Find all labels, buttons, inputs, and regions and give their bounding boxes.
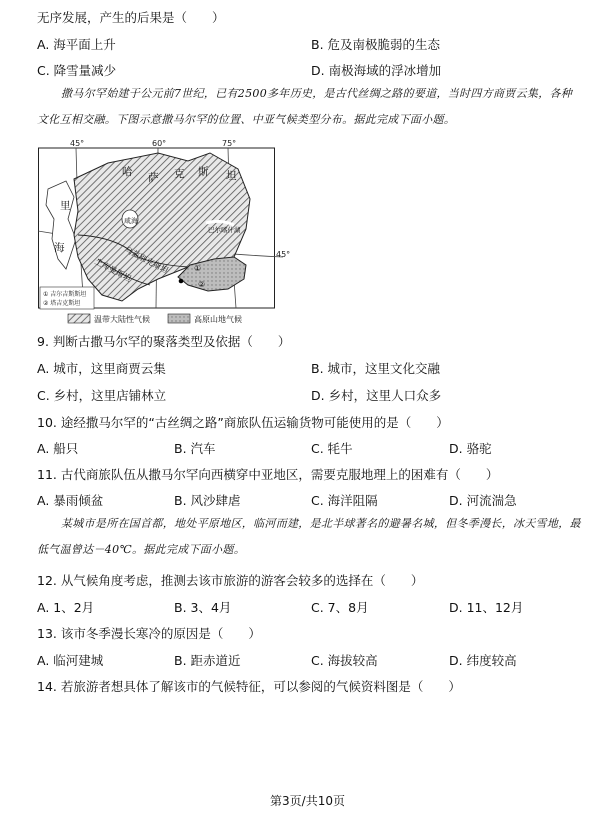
label-region-1: ① <box>194 264 202 273</box>
inset-legend-tajikistan: ② 塔吉克斯坦 <box>43 300 81 307</box>
q11-option-b[interactable]: B. 风沙肆虐 <box>174 493 241 508</box>
q9-option-d[interactable]: D. 乡村，这里人口众多 <box>311 388 442 403</box>
q8-stem-tail: 无序发展，产生的后果是（ ） <box>37 10 225 25</box>
lon-label-45: 45° <box>70 139 85 148</box>
label-kazakhstan-3: 克 <box>174 168 185 180</box>
q9-option-b[interactable]: B. 城市，这里文化交融 <box>311 361 441 376</box>
label-kazakhstan-1: 哈 <box>122 166 133 178</box>
legend-swatch-plateau <box>168 314 190 323</box>
q8-option-b[interactable]: B. 危及南极脆弱的生态 <box>311 37 441 52</box>
q10-option-d[interactable]: D. 骆驼 <box>449 441 492 456</box>
q11-option-d[interactable]: D. 河流湍急 <box>449 493 517 508</box>
q13-option-a[interactable]: A. 临河建城 <box>37 653 104 668</box>
q11-option-a[interactable]: A. 暴雨倾盆 <box>37 493 104 508</box>
map-svg <box>38 139 291 327</box>
label-uzbekistan: 乌兹别克斯坦 <box>123 244 170 276</box>
central-asia-climate-map <box>38 139 291 327</box>
legend-label-plateau: 高原山地气候 <box>194 315 242 324</box>
label-balkhash: 巴尔喀什湖 <box>208 226 241 234</box>
q8-option-a[interactable]: A. 海平面上升 <box>37 37 116 52</box>
page-footer: 第3页/共10页 <box>270 794 345 808</box>
lon-label-75: 75° <box>222 139 237 148</box>
inset-legend-kyrgyzstan: ① 吉尔吉斯斯坦 <box>43 291 87 298</box>
label-caspian-1: 里 <box>60 200 71 212</box>
q10-option-c[interactable]: C. 牦牛 <box>311 441 353 456</box>
label-turkmenistan: 土库曼斯坦 <box>93 256 133 284</box>
passage-samarkand: 撒马尔罕始建于公元前7世纪，已有2500多年历史，是古代丝绸之路的要道，当时四方商贾云集，各种文化互相交融。下图示意撒马尔罕的位置、中亚气候类型分布。据此完成下面小题。 <box>37 87 573 126</box>
lat-label-45: 45° <box>276 250 291 259</box>
q8-option-d[interactable]: D. 南极海域的浮冰增加 <box>311 63 442 78</box>
q9-stem: 9. 判断古撒马尔罕的聚落类型及依据（ ） <box>37 334 291 349</box>
q12-stem: 12. 从气候角度考虑，推测去该市旅游的游客会较多的选择在（ ） <box>37 573 424 588</box>
samarkand-point-icon <box>179 279 184 284</box>
q12-option-c[interactable]: C. 7、8月 <box>311 600 369 615</box>
label-region-2: ② <box>198 280 206 289</box>
q11-option-c[interactable]: C. 海洋阻隔 <box>311 493 378 508</box>
q11-stem: 11. 古代商旅队伍从撒马尔罕向西横穿中亚地区，需要克服地理上的困难有（ ） <box>37 467 499 482</box>
q10-option-a[interactable]: A. 船只 <box>37 441 79 456</box>
q14-stem: 14. 若旅游者想具体了解该市的气候特征，可以参阅的气候资料图是（ ） <box>37 679 461 694</box>
q9-option-a[interactable]: A. 城市，这里商贾云集 <box>37 361 166 376</box>
q10-option-b[interactable]: B. 汽车 <box>174 441 216 456</box>
label-kazakhstan-5: 坦 <box>226 170 237 182</box>
lon-label-60: 60° <box>152 139 167 148</box>
q9-option-c[interactable]: C. 乡村，这里店铺林立 <box>37 388 167 403</box>
q13-option-b[interactable]: B. 距赤道近 <box>174 653 241 668</box>
q13-stem: 13. 该市冬季漫长寒冷的原因是（ ） <box>37 626 261 641</box>
q10-stem: 10. 途经撒马尔罕的“古丝绸之路”商旅队伍运输货物可能使用的是（ ） <box>37 415 449 430</box>
q13-option-d[interactable]: D. 纬度较高 <box>449 653 517 668</box>
q12-option-d[interactable]: D. 11、12月 <box>449 600 524 615</box>
q12-option-a[interactable]: A. 1、2月 <box>37 600 95 615</box>
passage-capital-city: 某城市是所在国首都，地处平原地区，临河而建，是北半球著名的避暑名城，但冬季漫长，冰天雪地，最低气温曾达－40℃。据此完成下面小题。 <box>37 517 581 556</box>
q8-option-c[interactable]: C. 降雪量减少 <box>37 63 117 78</box>
label-kazakhstan-4: 斯 <box>198 166 209 178</box>
q12-option-b[interactable]: B. 3、4月 <box>174 600 232 615</box>
label-kazakhstan-2: 萨 <box>148 172 159 184</box>
legend-label-temperate: 温带大陆性气候 <box>94 315 150 324</box>
legend-swatch-temperate <box>68 314 90 323</box>
label-aral: 咸海 <box>124 217 138 225</box>
q13-option-c[interactable]: C. 海拔较高 <box>311 653 378 668</box>
label-caspian-2: 海 <box>54 242 65 254</box>
